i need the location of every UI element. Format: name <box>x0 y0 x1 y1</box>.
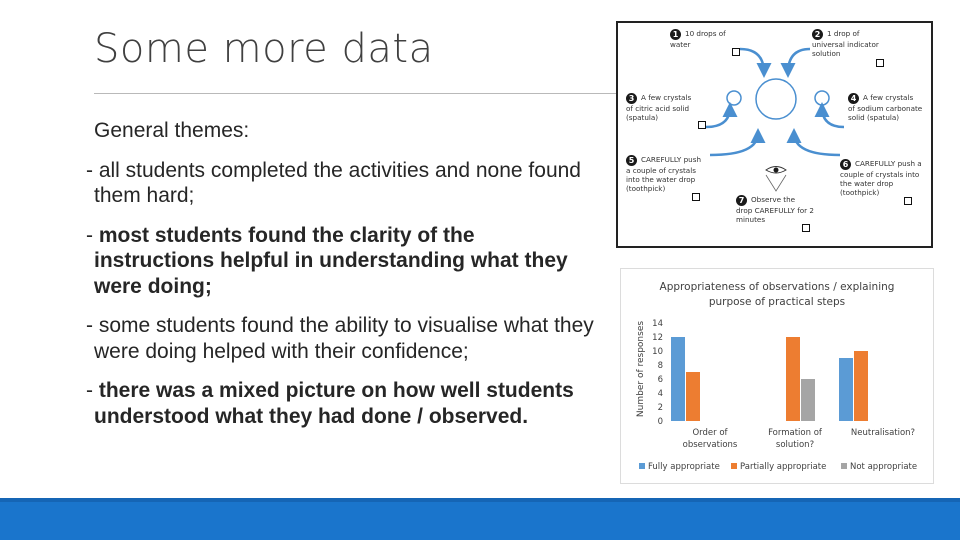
step-number: 2 <box>812 29 823 40</box>
bullet-dash: - <box>86 158 99 182</box>
bar-2-2 <box>786 337 800 421</box>
checkbox-icon <box>698 121 706 129</box>
arrow-5 <box>710 133 758 155</box>
checkbox-icon <box>876 59 884 67</box>
bar-1-1 <box>671 337 685 421</box>
bullet-dash: - <box>86 314 99 337</box>
eye-icon <box>766 167 786 192</box>
category-label: Neutralisation? <box>850 428 916 438</box>
checkbox-icon <box>802 224 810 232</box>
arrow-6 <box>794 133 840 155</box>
legend-swatch <box>731 463 737 469</box>
y-tick-label: 8 <box>657 361 663 371</box>
footer-bar <box>0 498 960 540</box>
step-4 <box>848 93 928 122</box>
bullet-text: most students found the clarity of the instructions helpful in understanding what they were doing; <box>94 223 568 298</box>
bullet-text: some students found the ability to visualise what they were doing helped with their confidence; <box>94 314 594 363</box>
legend-label: Not appropriate <box>850 462 918 472</box>
bar-2-1 <box>686 372 700 421</box>
y-axis-label: Number of responses <box>636 320 646 418</box>
arrow-4 <box>822 107 844 127</box>
step-2 <box>812 29 892 58</box>
y-tick-label: 0 <box>657 417 663 427</box>
chart-title-line-2: purpose of practical steps <box>708 296 846 308</box>
category-label: Formation of <box>768 428 822 438</box>
bullet-text: all students completed the activities and none found them hard; <box>94 158 581 207</box>
arrow-2 <box>788 49 810 73</box>
slide-title: Some more data <box>94 26 434 72</box>
body-text <box>86 118 596 443</box>
step-number: 3 <box>626 93 637 104</box>
bullet-text: there was a mixed picture on how well students understood what they had done / observed. <box>94 379 574 428</box>
step-text: 10 drops of <box>685 29 726 38</box>
category-label: observations <box>682 440 738 450</box>
step-text: (spatula) <box>626 113 659 122</box>
step-text: solid (spatula) <box>848 113 900 122</box>
step-text: water <box>670 40 691 49</box>
bullet-3 <box>86 313 596 364</box>
category-label: solution? <box>775 440 815 450</box>
chart-title-line-1: Appropriateness of observations / explaining <box>659 281 895 293</box>
y-tick-label: 6 <box>657 375 663 385</box>
bullet-1 <box>86 158 596 209</box>
arrow-3 <box>706 107 730 127</box>
bar-2-3 <box>854 351 868 421</box>
step-number: 5 <box>626 155 637 166</box>
step-text: 1 drop of <box>827 29 860 38</box>
crystal-circle-left <box>727 91 741 105</box>
checkbox-icon <box>692 193 700 201</box>
step-text: of sodium carbonate <box>848 104 923 113</box>
step-text: Observe the <box>751 195 796 204</box>
bar-3-2 <box>801 379 815 421</box>
step-text: minutes <box>736 215 766 224</box>
step-number: 7 <box>736 195 747 206</box>
bullet-dash: - <box>86 379 99 402</box>
legend-label: Partially appropriate <box>740 462 827 472</box>
step-1 <box>670 29 740 49</box>
step-text: A few crystals <box>641 93 692 102</box>
step-text: of citric acid solid <box>626 104 690 113</box>
step-number: 4 <box>848 93 859 104</box>
step-7 <box>736 195 826 224</box>
category-label: Order of <box>692 428 728 438</box>
bullet-dash: - <box>86 223 99 247</box>
bullet-4 <box>86 378 596 429</box>
title-divider <box>94 93 634 94</box>
procedure-diagram <box>616 21 933 248</box>
bar-1-3 <box>839 358 853 421</box>
y-tick-label: 12 <box>652 333 663 343</box>
step-text: drop CAREFULLY for 2 <box>736 206 814 215</box>
arrow-1 <box>740 49 764 73</box>
crystal-circle-right <box>815 91 829 105</box>
step-text: (toothpick) <box>840 188 880 197</box>
step-text: the water drop <box>840 179 894 188</box>
legend-label: Fully appropriate <box>648 462 720 472</box>
step-text: couple of crystals into <box>840 170 920 179</box>
y-tick-label: 2 <box>657 403 663 413</box>
chart-canvas <box>621 269 933 483</box>
step-3 <box>626 93 706 122</box>
step-number: 6 <box>840 159 851 170</box>
step-text: a couple of crystals <box>626 166 696 175</box>
water-drop-circle-large <box>756 79 796 119</box>
legend-swatch <box>639 463 645 469</box>
step-5 <box>626 155 711 193</box>
y-tick-label: 10 <box>652 347 663 357</box>
step-text: solution <box>812 49 841 58</box>
checkbox-icon <box>904 197 912 205</box>
footer-strip <box>0 498 960 502</box>
themes-heading: General themes: <box>94 119 250 142</box>
step-text: CAREFULLY push a <box>855 159 922 168</box>
step-text: CAREFULLY push <box>641 155 702 164</box>
y-tick-label: 4 <box>657 389 663 399</box>
step-text: (toothpick) <box>626 184 666 193</box>
checkbox-icon <box>732 48 740 56</box>
step-6 <box>840 159 930 197</box>
y-tick-label: 14 <box>652 319 663 329</box>
bullet-2 <box>86 223 596 300</box>
legend-swatch <box>841 463 847 469</box>
step-text: into the water drop <box>626 175 696 184</box>
step-number: 1 <box>670 29 681 40</box>
bar-chart <box>620 268 934 484</box>
step-text: universal indicator <box>812 40 879 49</box>
step-text: A few crystals <box>863 93 914 102</box>
